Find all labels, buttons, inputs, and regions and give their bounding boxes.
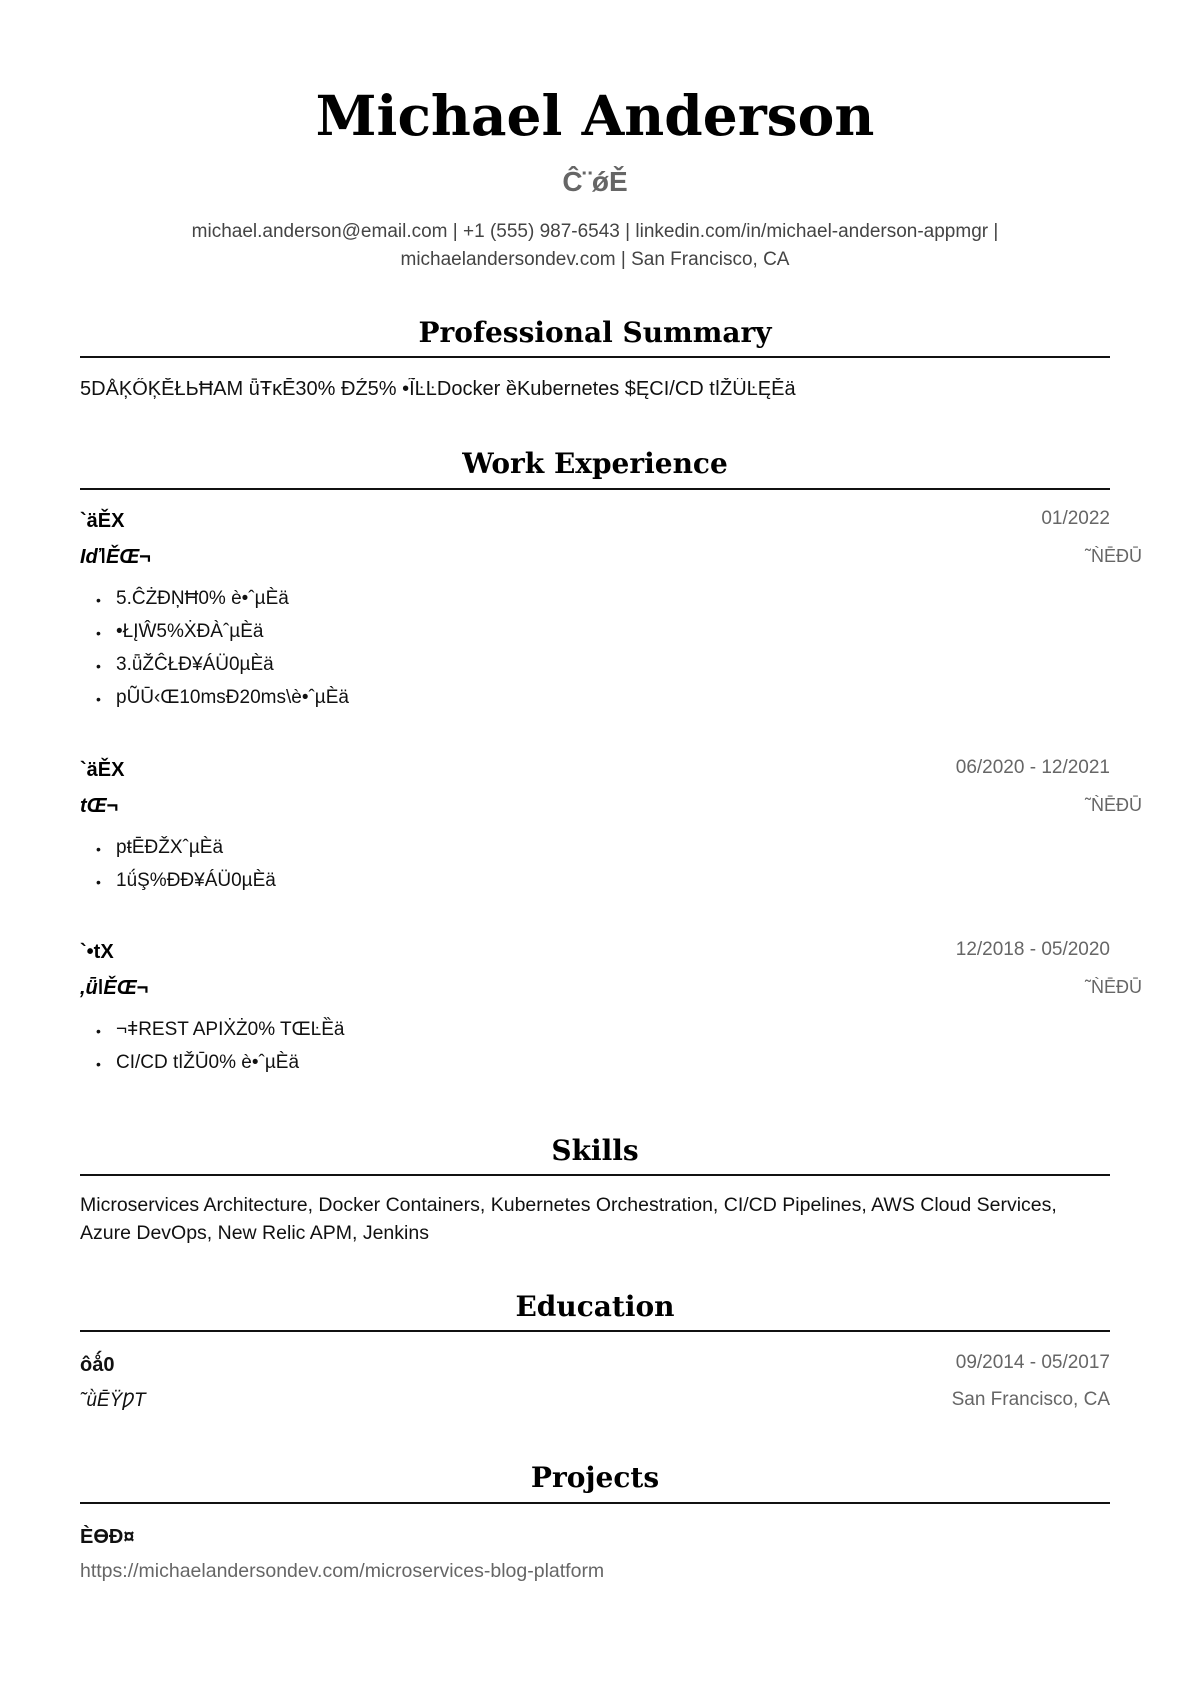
contact-line-2: michaelandersondev.com | San Francisco, CA xyxy=(400,249,790,270)
section-title-skills: Skills xyxy=(551,1134,639,1167)
education-date: 09/2014 - 05/2017 xyxy=(955,1352,1110,1373)
education-location: San Francisco, CA xyxy=(951,1389,1110,1410)
job-company: ƖďǀĚŒ¬ xyxy=(80,546,151,568)
job-bullet: • 5.ĈŻĐŅĦ0% è•ˆµÈä xyxy=(116,588,289,610)
job-date: 06/2020 - 12/2021 xyxy=(955,757,1110,778)
summary-text: 5DǺĶŐĶĔŁЬĦAM ǖŦĸĒ30% ĐŹ5% •ĨĿĿDocker ȅKubernetes $ĘCI/CD tǀŽȖĿĘĚä xyxy=(80,378,796,400)
job-bullet: • 3.ǖŽĈŁĐ¥ÁÜ0µÈä xyxy=(116,654,274,676)
section-divider xyxy=(80,1174,1110,1176)
contact-info xyxy=(80,218,1110,274)
job-title: `äĚX xyxy=(80,759,125,781)
job-title: `äĚX xyxy=(80,510,125,532)
job-location: ˜ǸĒĐŪ xyxy=(1085,977,1142,997)
job-date: 01/2022 xyxy=(1041,508,1110,529)
section-title-projects: Projects xyxy=(530,1461,660,1494)
section-title-summary: Professional Summary xyxy=(418,316,772,349)
section-divider xyxy=(80,1502,1110,1504)
job-title: `•tX xyxy=(80,941,114,963)
education-degree: ˜ǜĒŸǷT xyxy=(80,1390,146,1411)
job-company: tŒ¬ xyxy=(80,795,119,817)
section-title-education: Education xyxy=(515,1290,675,1323)
job-bullet: • 1ǘŞ%ĐĐ¥ÁÜ0µÈä xyxy=(116,870,276,892)
job-bullet: • pŧĒĐŽXˆµÈä xyxy=(116,837,223,859)
section-divider xyxy=(80,488,1110,490)
candidate-subtitle: Ĉ¨ǿĚ xyxy=(562,166,628,197)
job-bullet: • pŨŪ‹Œ10msĐ20ms\è•ˆµÈä xyxy=(116,687,349,709)
education-school: ôǻ0 xyxy=(80,1354,115,1376)
contact-line-1: michael.anderson@email.com | +1 (555) 987-6543 | linkedin.com/in/michael-anderson-appmgr | xyxy=(191,221,999,242)
candidate-name: Michael Anderson xyxy=(315,83,875,148)
skills-list: Microservices Architecture, Docker Containers, Kubernetes Orchestration, CI/CD Pipelines, AWS Cloud Services, Azure DevOps, New Relic APM, Jenkins xyxy=(80,1194,1057,1244)
section-divider xyxy=(80,356,1110,358)
job-location: ˜ǸĒĐŪ xyxy=(1085,795,1142,815)
job-bullet: • CI/CD tǀŽŪ0% è•ˆµÈä xyxy=(116,1052,299,1074)
section-divider xyxy=(80,1330,1110,1332)
project-link[interactable]: https://michaelandersondev.com/microservices-blog-platform xyxy=(80,1560,605,1582)
job-bullet: • •ŁĮŴ5%ẊĐÀˆµÈä xyxy=(116,621,263,643)
project-name: ÈƟĐ¤ xyxy=(80,1526,135,1548)
job-bullet: • ¬ǂREST APIẊŻ0% TŒĿȄä xyxy=(116,1019,344,1041)
resume-page xyxy=(80,0,1142,1683)
job-date: 12/2018 - 05/2020 xyxy=(955,939,1110,960)
section-title-experience: Work Experience xyxy=(462,447,728,480)
job-company: ,ǖǀĚŒ¬ xyxy=(80,977,149,999)
job-location: ˜ǸĒĐŪ xyxy=(1085,546,1142,566)
